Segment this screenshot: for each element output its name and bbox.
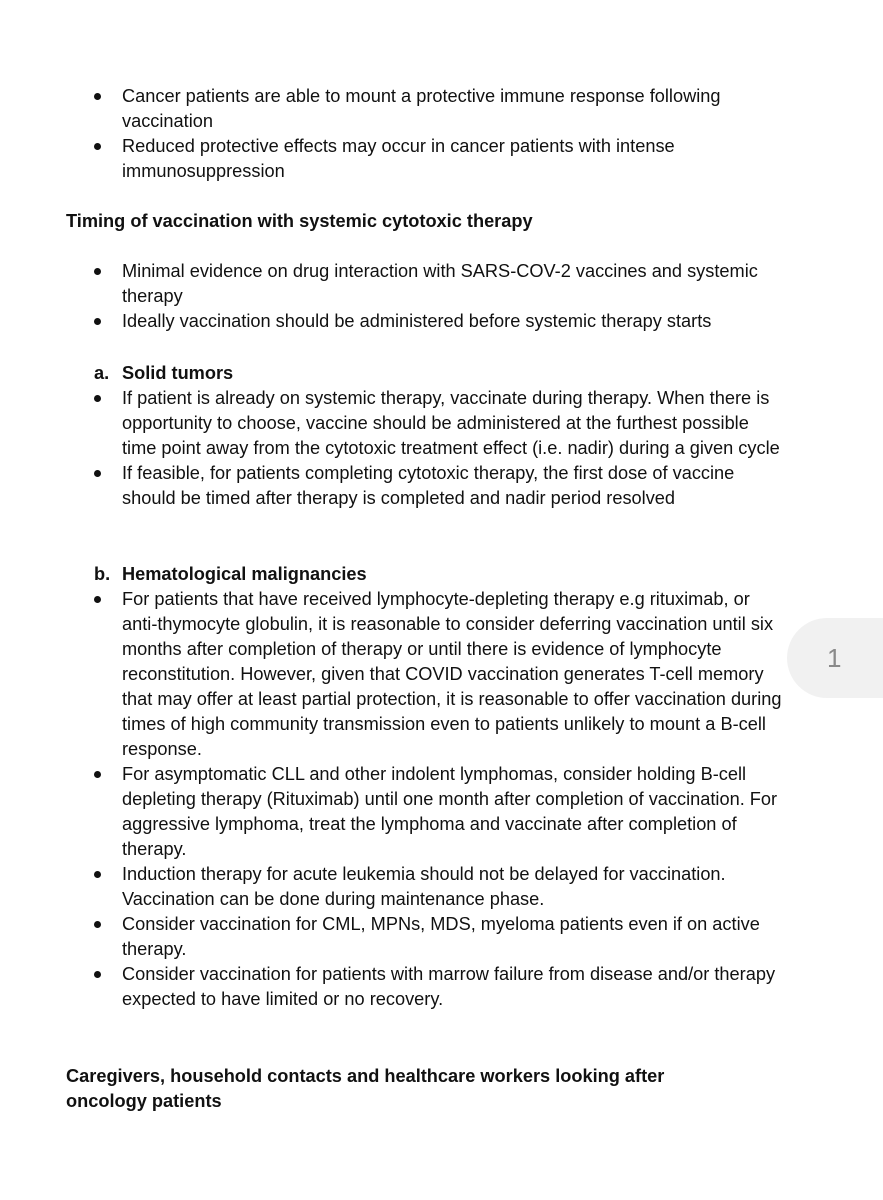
timing-section-heading: Timing of vaccination with systemic cytotoxic therapy xyxy=(66,211,533,231)
solid-tumors-heading xyxy=(94,361,233,386)
timing-bullet-list xyxy=(0,259,782,334)
solid-tumors-bullet-list xyxy=(0,386,782,511)
list-item: Ideally vaccination should be administered before systemic therapy starts xyxy=(0,309,782,334)
list-item: Consider vaccination for patients with marrow failure from disease and/or therapy expected to have limited or no recovery. xyxy=(0,962,782,1012)
list-item: Consider vaccination for CML, MPNs, MDS, myeloma patients even if on active therapy. xyxy=(0,912,782,962)
list-item: For patients that have received lymphocyte-depleting therapy e.g rituximab, or anti-thymocyte globulin, it is reasonable to consider deferring vaccination until six months after completion of therapy or until there is evidence of lymphocyte reconstitution. However, given that COVID vaccination generates T-cell memory that may offer at least partial protection, it is reasonable to offer vaccination during times of high community transmission even to patients unlikely to mount a B-cell response. xyxy=(0,587,782,762)
intro-bullet-list xyxy=(0,84,782,184)
hematological-bullet-list xyxy=(0,587,782,1012)
caregivers-section-heading: Caregivers, household contacts and healthcare workers looking after oncology patients xyxy=(66,1066,665,1111)
list-item: Reduced protective effects may occur in cancer patients with intense immunosuppression xyxy=(0,134,782,184)
hematological-heading xyxy=(94,562,367,587)
list-item: Cancer patients are able to mount a protective immune response following vaccination xyxy=(0,84,782,134)
list-item: Minimal evidence on drug interaction with SARS-COV-2 vaccines and systemic therapy xyxy=(0,259,782,309)
page-number-indicator[interactable]: 1 xyxy=(787,618,883,698)
list-item: If feasible, for patients completing cytotoxic therapy, the first dose of vaccine should be timed after therapy is completed and nadir period resolved xyxy=(0,461,782,511)
hematological-title: Hematological malignancies xyxy=(122,564,367,584)
hematological-marker: b. xyxy=(94,564,111,584)
solid-tumors-title: Solid tumors xyxy=(122,363,234,383)
list-item: If patient is already on systemic therapy, vaccinate during therapy. When there is opportunity to choose, vaccine should be administered at the furthest possible time point away from the cytotoxic treatment effect (i.e. nadir) during a given cycle xyxy=(0,386,782,461)
list-item: For asymptomatic CLL and other indolent lymphomas, consider holding B-cell depleting therapy (Rituximab) until one month after completion of vaccination. For aggressive lymphoma, treat the lymphoma and vaccinate after completion of therapy. xyxy=(0,762,782,862)
solid-tumors-marker: a. xyxy=(94,363,110,383)
list-item: Induction therapy for acute leukemia should not be delayed for vaccination. Vaccination can be done during maintenance phase. xyxy=(0,862,782,912)
